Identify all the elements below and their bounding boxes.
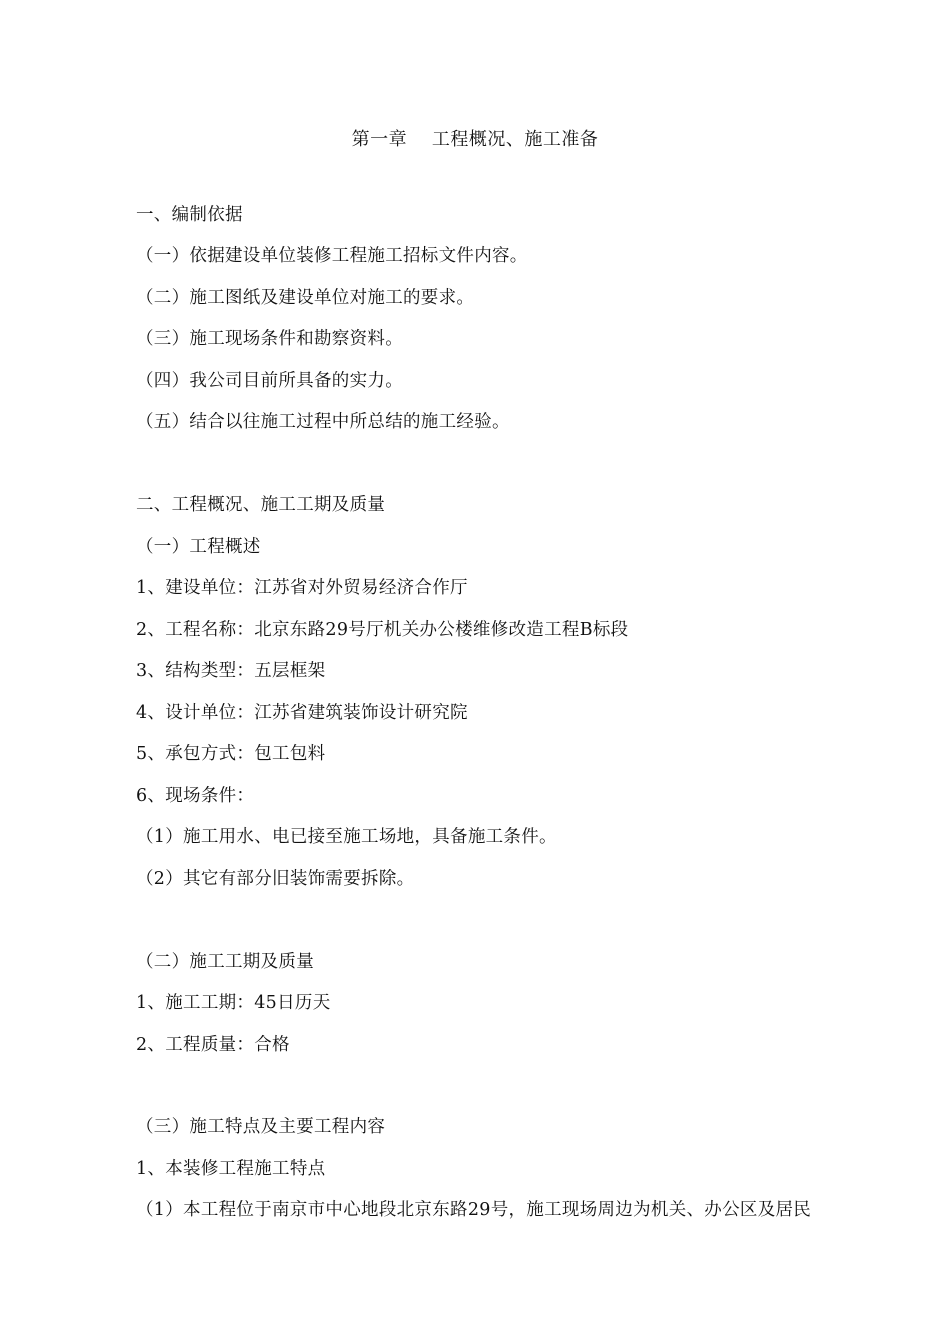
overview-heading: （一）工程概述 xyxy=(136,537,261,557)
section1-heading: 一、编制依据 xyxy=(136,205,243,225)
basis-item-3: （三）施工现场条件和勘察资料。 xyxy=(136,329,403,349)
overview-item-5: 5、承包方式：包工包料 xyxy=(136,744,326,764)
site-condition-1: （1）施工用水、电已接至施工场地，具备施工条件。 xyxy=(136,827,557,847)
overview-item-4: 4、设计单位：江苏省建筑装饰设计研究院 xyxy=(136,703,468,723)
overview-item-2: 2、工程名称：北京东路29号厅机关办公楼维修改造工程B标段 xyxy=(136,620,629,640)
schedule-item-1: 1、施工工期：45日历天 xyxy=(136,993,331,1013)
section2-heading: 二、工程概况、施工工期及质量 xyxy=(136,495,386,515)
basis-item-5: （五）结合以往施工过程中所总结的施工经验。 xyxy=(136,412,510,432)
schedule-item-2: 2、工程质量：合格 xyxy=(136,1035,290,1055)
chapter-title: 第一章 工程概况、施工准备 xyxy=(351,129,599,150)
features-item-2: （1）本工程位于南京市中心地段北京东路29号，施工现场周边为机关、办公区及居民 xyxy=(136,1200,812,1220)
overview-item-6: 6、现场条件： xyxy=(136,786,255,806)
overview-item-1: 1、建设单位：江苏省对外贸易经济合作厅 xyxy=(136,578,468,598)
schedule-heading: （二）施工工期及质量 xyxy=(136,952,314,972)
features-heading: （三）施工特点及主要工程内容 xyxy=(136,1117,386,1137)
overview-item-3: 3、结构类型：五层框架 xyxy=(136,661,326,681)
site-condition-2: （2）其它有部分旧装饰需要拆除。 xyxy=(136,869,415,889)
basis-item-1: （一）依据建设单位装修工程施工招标文件内容。 xyxy=(136,246,528,266)
basis-item-2: （二）施工图纸及建设单位对施工的要求。 xyxy=(136,288,475,308)
features-item-1: 1、本装修工程施工特点 xyxy=(136,1159,326,1179)
basis-item-4: （四）我公司目前所具备的实力。 xyxy=(136,371,403,391)
